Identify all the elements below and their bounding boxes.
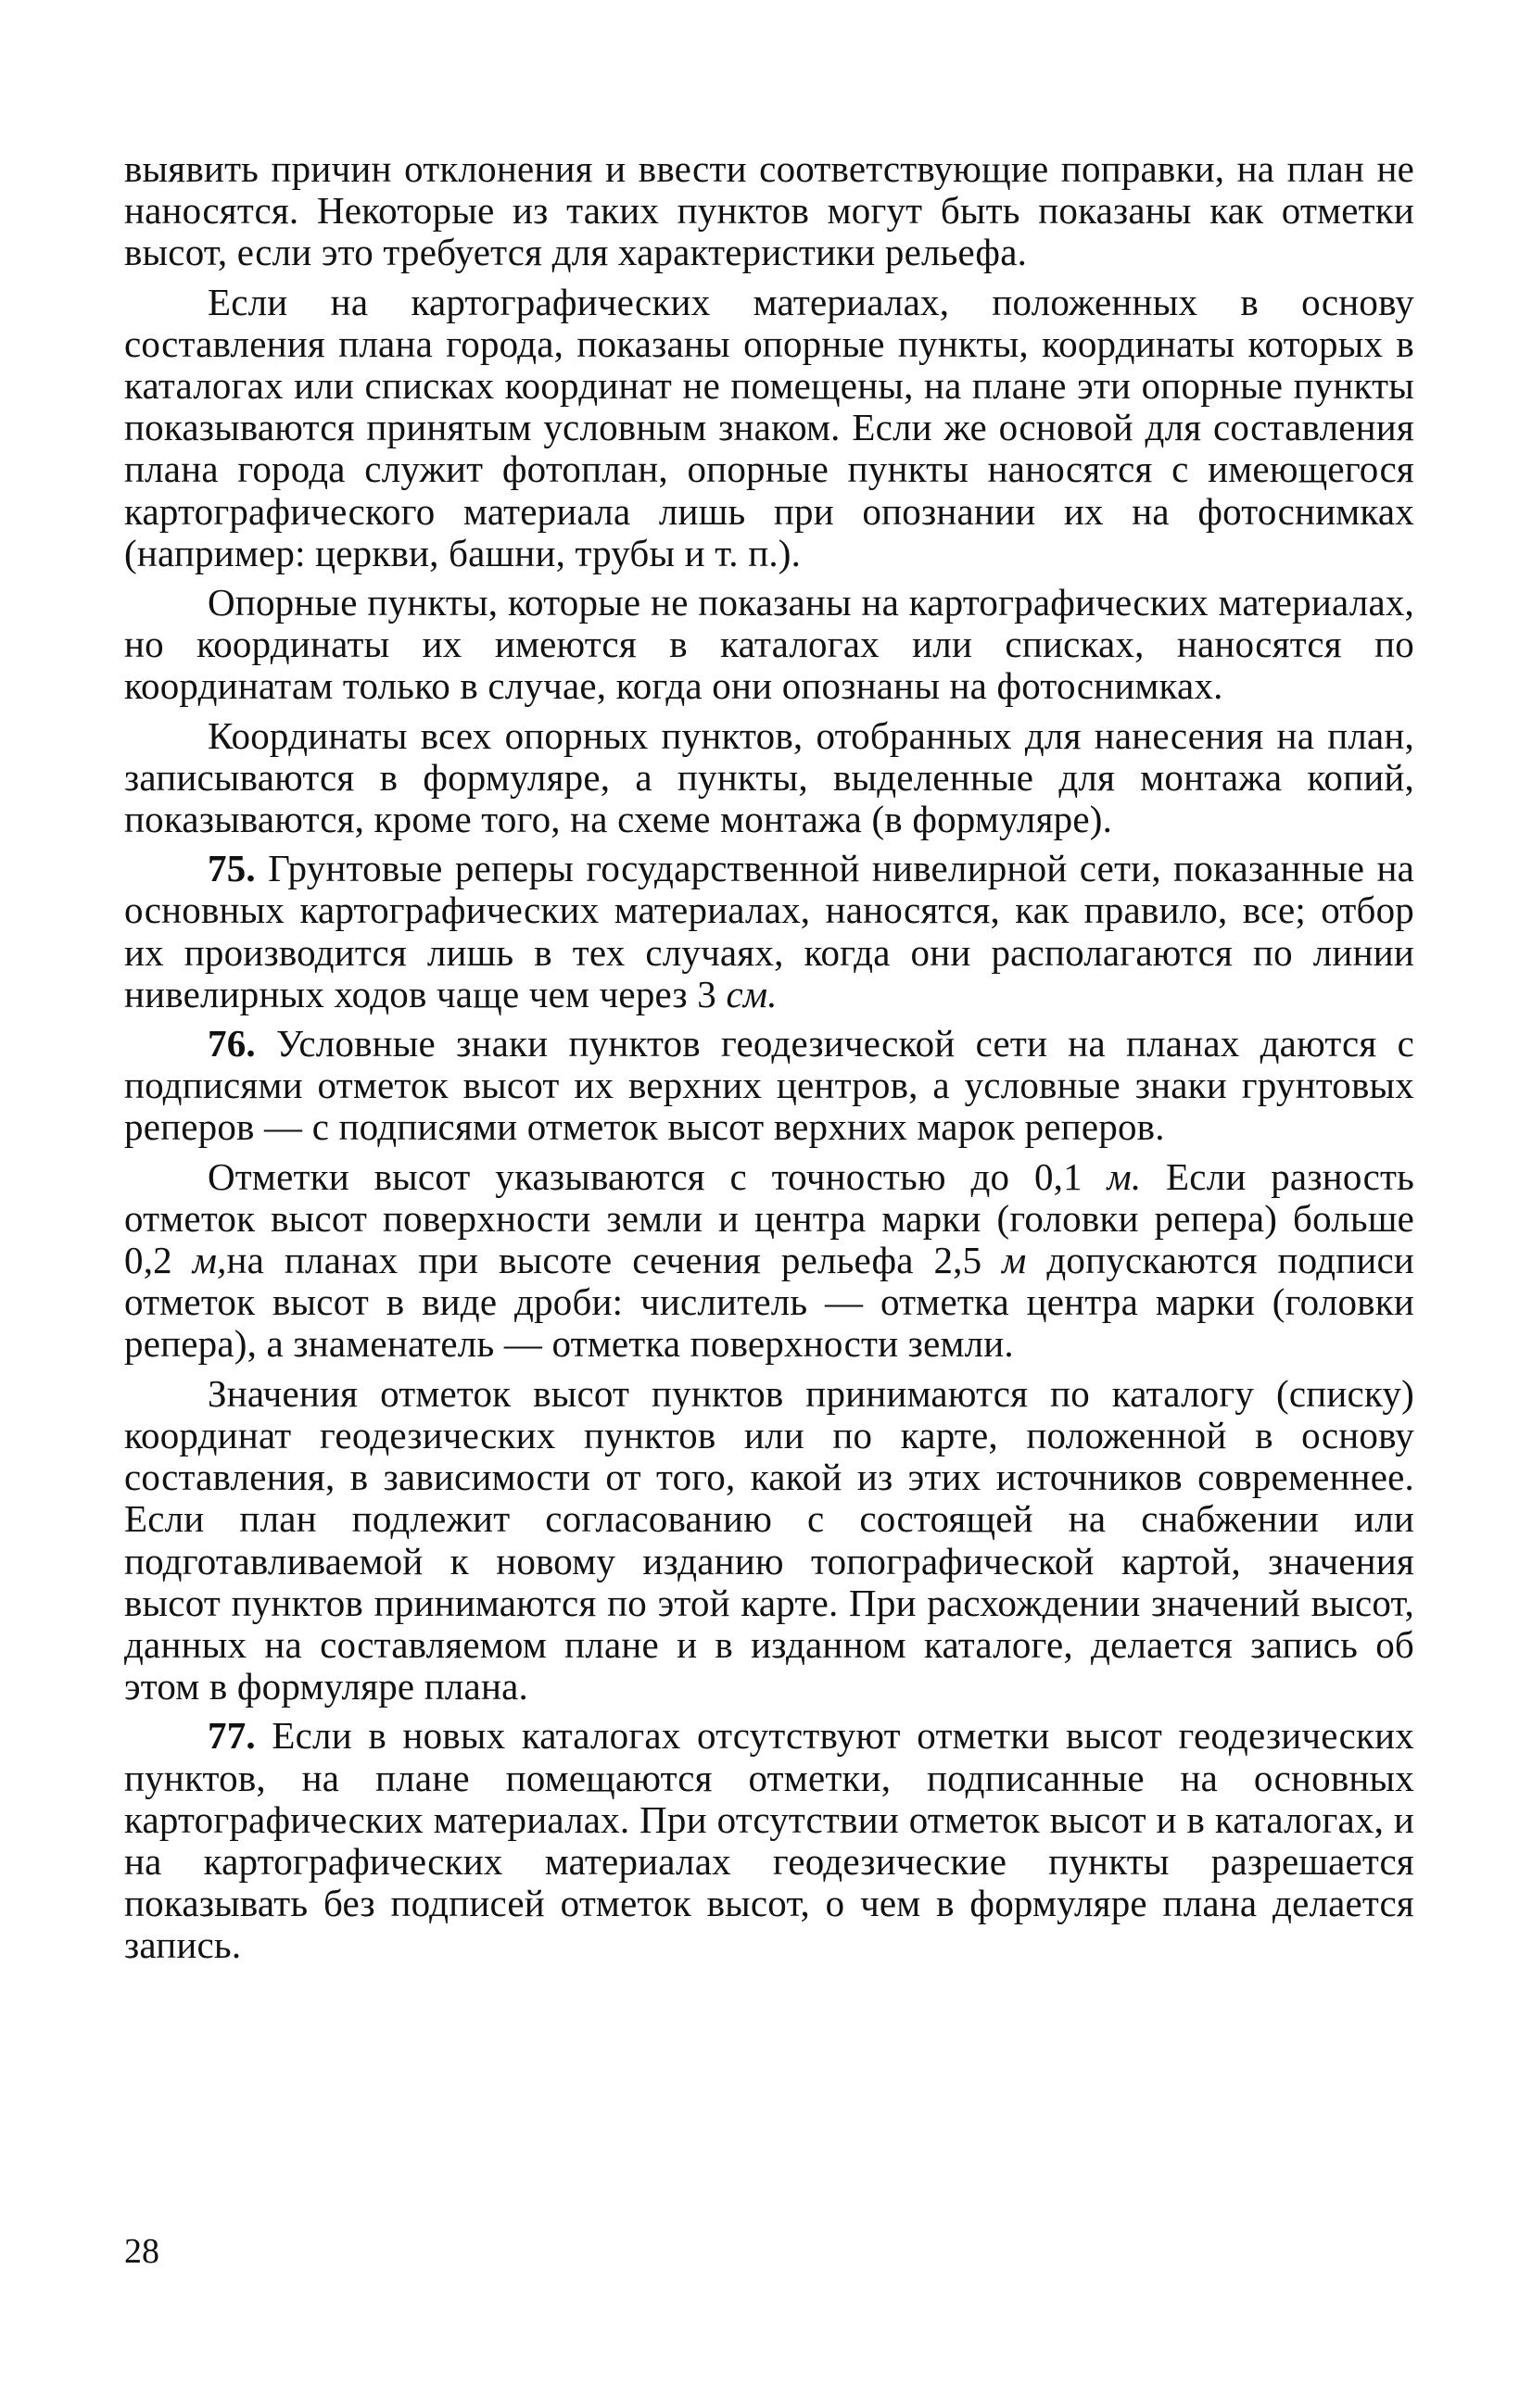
paragraph-text: Условные знаки пунктов геодезической сети на планах даются с подписями отметок высот их верхних центров, а условные знаки грунтовых реперов — с подписями отметок высот верхних марок реперов.	[124, 1022, 1414, 1149]
paragraph-text-part: Если разность отметок высот поверхности земли и центра марки (головки репера) больше 0,2	[124, 1154, 1414, 1282]
unit-text: м.	[1107, 1154, 1142, 1198]
paragraph-number: 75.	[208, 847, 256, 890]
paragraph-text: выявить причин отклонения и ввести соответствующие поправки, на план не наносятся. Некоторые из таких пунктов могут быть показаны как отметки высот, если это требуется для характеристики рельефа.	[124, 147, 1414, 274]
paragraph-height-values	[124, 1373, 1414, 1708]
paragraph-text: Если в новых каталогах отсутствуют отметки высот геодезических пунктов, на плане помещаются отметки, подписанные на основных картографических материалах. При отсутствии отметок высот и в каталогах, и на картографических материалах геодезические пункты разрешается показывать без подписей отметок высот, о чем в формуляре плана делается запись.	[124, 1714, 1414, 1967]
paragraph-number: 76.	[208, 1022, 256, 1065]
paragraph-text-part: допускаются подписи отметок высот в виде дроби: числитель — отметка центра марки (головки репера), а знаменатель — отметка поверхности земли.	[124, 1239, 1415, 1366]
unit-text: см.	[726, 972, 778, 1015]
paragraph-76	[124, 1023, 1414, 1149]
unit-text: м,	[192, 1239, 227, 1282]
paragraph-77	[124, 1715, 1414, 1966]
paragraph-height-marks	[124, 1156, 1414, 1366]
unit-text: м	[1002, 1239, 1027, 1282]
paragraph-75	[124, 848, 1414, 1015]
paragraph-text: Если на картографических материалах, положенных в основу составления плана города, показаны опорные пункты, координаты которых в каталогах или списках координат не помещены, на плане эти опорные пункты показываются принятым условным знаком. Если же основой для составления плана города служит фотоплан, опорные пункты наносятся с имеющегося картографического материала лишь при опознании их на фотоснимках (например: церкви, башни, трубы и т. п.).	[124, 280, 1414, 574]
paragraph-text: Координаты всех опорных пунктов, отобранных для нанесения на план, записываются в формуляре, а пункты, выделенные для монтажа копий, показываются, кроме того, на схеме монтажа (в формуляре).	[124, 713, 1414, 841]
page-text	[124, 148, 1414, 1974]
paragraph-text-part: на планах при высоте сечения рельефа 2,5	[226, 1239, 1003, 1282]
paragraph-text: Опорные пункты, которые не показаны на картографических материалах, но координаты их имеются в каталогах или списках, наносятся по координатам только в случае, когда они опознаны на фотоснимках.	[124, 581, 1414, 708]
paragraph-text-part: Отметки высот указываются с точностью до 0,1	[208, 1154, 1108, 1198]
page-number: 28	[124, 2232, 159, 2271]
paragraph-coordinates-record	[124, 715, 1414, 841]
paragraph-number: 77.	[208, 1714, 256, 1758]
paragraph-unshown-control-points	[124, 582, 1414, 708]
paragraph-control-points-on-maps	[124, 282, 1414, 574]
paragraph-text: Грунтовые реперы государственной нивелирной сети, показанные на основных картографических материалах, наносятся, как правило, все; отбор их производится лишь в тех случаях, когда они располагаются по линии нивелирных ходов чаще чем через 3	[124, 847, 1415, 1015]
paragraph-continuation	[124, 148, 1414, 274]
paragraph-text: Значения отметок высот пунктов принимаются по каталогу (списку) координат геодезических пунктов или по карте, положенной в основу составления, в зависимости от того, какой из этих источников современнее. Если план подлежит согласованию с состоящей на снабжении или подготавливаемой к новому изданию топографической картой, значения высот пунктов принимаются по этой карте. При расхождении значений высот, данных на составляемом плане и в изданном каталоге, делается запись об этом в формуляре плана.	[124, 1371, 1414, 1708]
